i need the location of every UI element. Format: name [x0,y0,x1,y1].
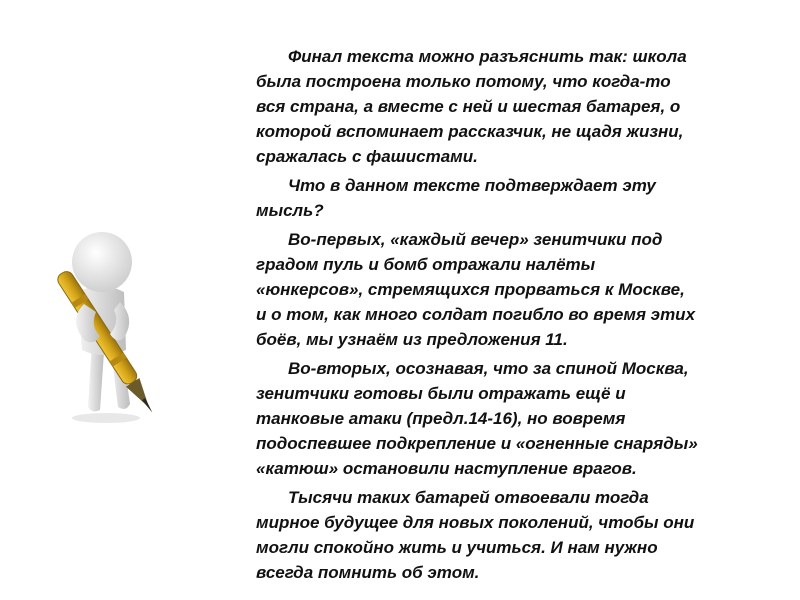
person-with-pen-icon [40,222,170,432]
paragraph-4: Во-вторых, осознавая, что за спиной Москва, зенитчики готовы были отражать ещё и танковые атаки (предл.14-16), но вовремя подоспевшее подкрепление и «огненные снаряды» «катюш» остановили наступление врагов. [256,359,698,478]
paragraph-5: Тысячи таких батарей отвоевали тогда мирное будущее для новых поколений, чтобы они могли спокойно жить и учиться. И нам нужно всегда помнить об этом. [256,488,695,582]
paragraph-2: Что в данном тексте подтверждает эту мысль? [256,176,656,220]
paragraph-1: Финал текста можно разъяснить так: школа была построена только потому, что когда-то вся страна, а вместе с ней и шестая батарея, о которой вспоминает рассказчик, не щадя жизни, сражалась с фашистами. [256,47,687,166]
text-body [256,44,784,589]
paragraph-3: Во-первых, «каждый вечер» зенитчики под градом пуль и бомб отражали налёты «юнкерсов», стремящихся прорваться к Москве, и о том, как много солдат погибло во время этих боёв, мы узнаём из предложения 11. [256,230,696,349]
